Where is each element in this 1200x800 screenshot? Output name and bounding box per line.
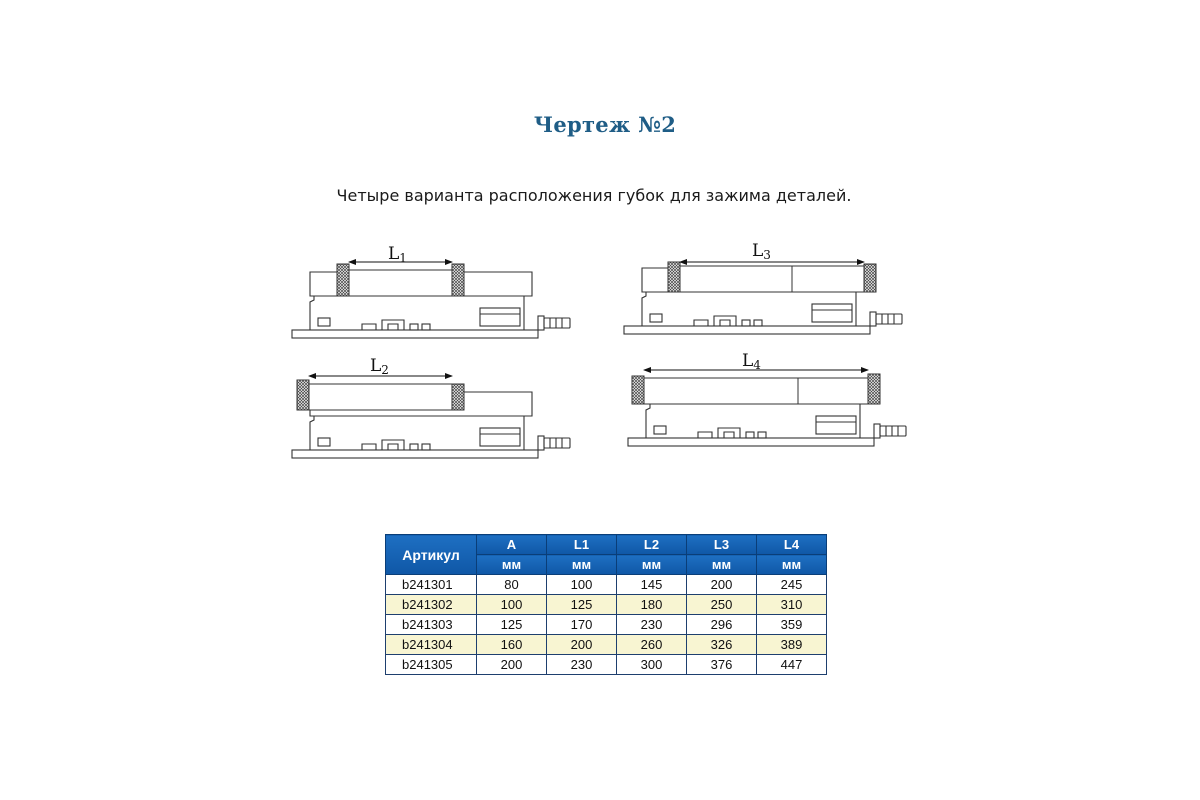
unit-header: мм bbox=[617, 555, 687, 575]
value-cell: 389 bbox=[757, 635, 827, 655]
dim-label-l1: L bbox=[388, 244, 400, 264]
vise-drawing-l1 bbox=[292, 244, 570, 338]
column-header: A bbox=[477, 535, 547, 555]
value-cell: 200 bbox=[547, 635, 617, 655]
value-cell: 145 bbox=[617, 575, 687, 595]
value-cell: 359 bbox=[757, 615, 827, 635]
value-cell: 125 bbox=[547, 595, 617, 615]
dimensions-table bbox=[385, 534, 827, 675]
dim-label-l4: L bbox=[742, 351, 754, 371]
svg-text:L2: L2 bbox=[370, 356, 389, 377]
article-cell: b241303 bbox=[386, 615, 477, 635]
unit-header: мм bbox=[687, 555, 757, 575]
article-cell: b241304 bbox=[386, 635, 477, 655]
value-cell: 250 bbox=[687, 595, 757, 615]
value-cell: 200 bbox=[477, 655, 547, 675]
svg-text:L4: L4 bbox=[742, 351, 761, 372]
value-cell: 230 bbox=[547, 655, 617, 675]
vise-drawing-l2 bbox=[292, 356, 570, 458]
column-header: L1 bbox=[547, 535, 617, 555]
value-cell: 296 bbox=[687, 615, 757, 635]
article-cell: b241305 bbox=[386, 655, 477, 675]
value-cell: 326 bbox=[687, 635, 757, 655]
unit-header: мм bbox=[757, 555, 827, 575]
table-row bbox=[386, 575, 827, 595]
table-row bbox=[386, 655, 827, 675]
value-cell: 125 bbox=[477, 615, 547, 635]
value-cell: 180 bbox=[617, 595, 687, 615]
value-cell: 300 bbox=[617, 655, 687, 675]
value-cell: 260 bbox=[617, 635, 687, 655]
table-row bbox=[386, 595, 827, 615]
table-row bbox=[386, 615, 827, 635]
value-cell: 170 bbox=[547, 615, 617, 635]
column-header: L4 bbox=[757, 535, 827, 555]
value-cell: 447 bbox=[757, 655, 827, 675]
table-row bbox=[386, 635, 827, 655]
dim-label-l2: L bbox=[370, 356, 382, 376]
svg-text:L1: L1 bbox=[388, 244, 407, 265]
column-header: L3 bbox=[687, 535, 757, 555]
value-cell: 230 bbox=[617, 615, 687, 635]
svg-text:L3: L3 bbox=[752, 241, 771, 262]
value-cell: 160 bbox=[477, 635, 547, 655]
article-header: Артикул bbox=[386, 535, 477, 575]
unit-header: мм bbox=[547, 555, 617, 575]
page-subtitle: Четыре варианта расположения губок для зажима деталей. bbox=[336, 186, 852, 205]
vise-drawing-l4 bbox=[628, 351, 906, 446]
article-cell: b241301 bbox=[386, 575, 477, 595]
column-header: L2 bbox=[617, 535, 687, 555]
value-cell: 376 bbox=[687, 655, 757, 675]
table-header-row bbox=[386, 535, 827, 555]
vise-drawing-l3 bbox=[624, 241, 902, 334]
value-cell: 80 bbox=[477, 575, 547, 595]
dim-label-l3: L bbox=[752, 241, 764, 261]
value-cell: 100 bbox=[477, 595, 547, 615]
value-cell: 200 bbox=[687, 575, 757, 595]
unit-header: мм bbox=[477, 555, 547, 575]
value-cell: 310 bbox=[757, 595, 827, 615]
value-cell: 100 bbox=[547, 575, 617, 595]
page-title: Чертеж №2 bbox=[533, 112, 677, 137]
article-cell: b241302 bbox=[386, 595, 477, 615]
value-cell: 245 bbox=[757, 575, 827, 595]
